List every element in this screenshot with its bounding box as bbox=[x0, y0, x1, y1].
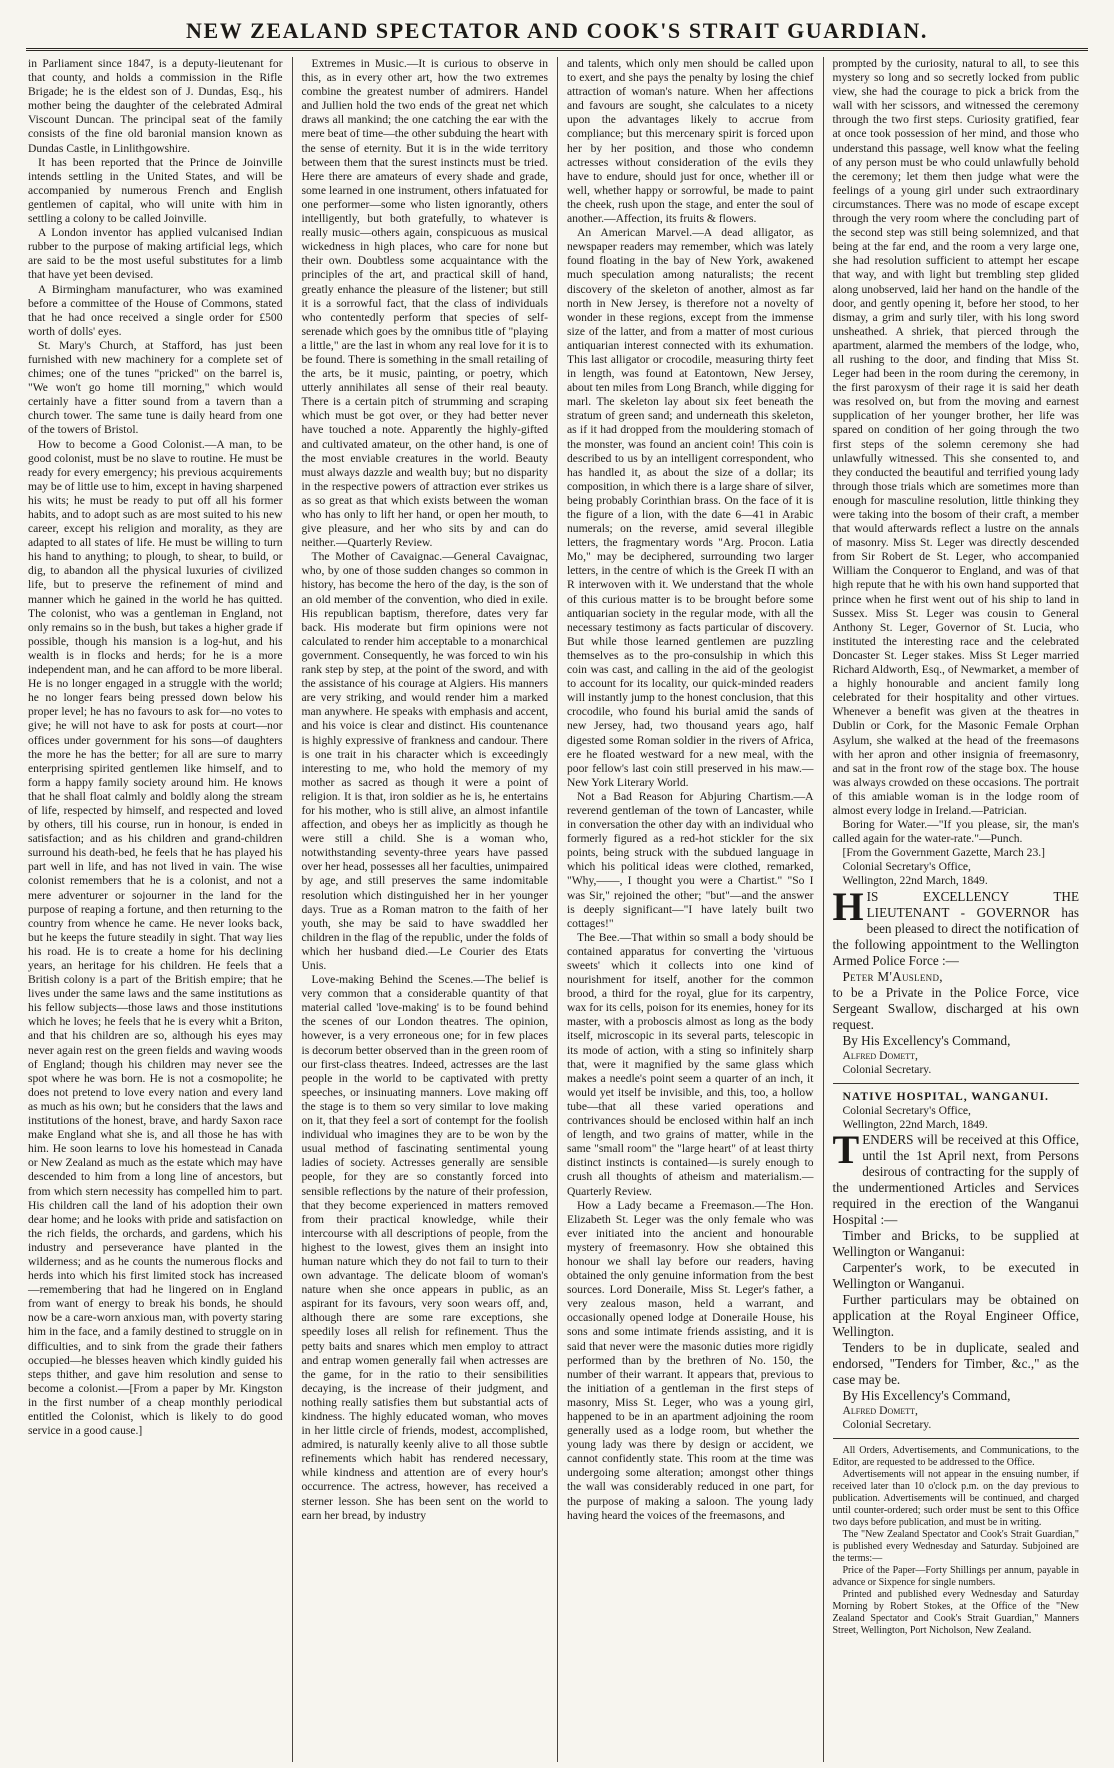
column-2 bbox=[292, 57, 558, 1762]
article-stafford-chimes: St. Mary's Church, at Stafford, has just been furnished with new machinery for a complete set of chimes; one of the tunes "pricked" on the barrel is, "We won't go home till morning," which would certainly have a fitter sound from a tavern than a church tower. The same tune is daily heard from one of the towers of Bristol. bbox=[28, 338, 283, 437]
hospital-heading: NATIVE HOSPITAL, WANGANUI. bbox=[842, 1089, 1049, 1103]
notice2-item-carpenter: Carpenter's work, to be executed in Wellington or Wanganui. bbox=[832, 1260, 1079, 1291]
notice2-item-tenders: Tenders to be in duplicate, sealed and endorsed, "Tenders for Timber, &c.," as the case may be. bbox=[832, 1340, 1079, 1387]
notice2-office: Colonial Secretary's Office, bbox=[842, 1103, 971, 1117]
column-3 bbox=[557, 57, 823, 1762]
article-dolls-eyes: A Birmingham manufacturer, who was examined before a committee of the House of Commons, stated that he had once received a single order for £500 worth of dolls' eyes. bbox=[28, 282, 283, 338]
notice1-date: Wellington, 22nd March, 1849. bbox=[842, 874, 988, 888]
columns bbox=[26, 57, 1088, 1762]
notice2-date: Wellington, 22nd March, 1849. bbox=[842, 1117, 988, 1131]
article-dundas-continued: in Parliament since 1847, is a deputy-lieutenant for that county, and holds a commission in the Rifle Brigade; he is the eldest son of J. Dundas, Esq., his mother being the daughter of the celebrated Admiral Viscount Duncan. The principal seat of the family consists of the fine old baronial mansion known as Dundas Castle, in Linlithgowshire. bbox=[28, 57, 283, 155]
dropcap-h: H bbox=[832, 883, 864, 929]
notice1-name: Peter M'Auslend, bbox=[842, 968, 943, 984]
notice1-title: Colonial Secretary. bbox=[842, 1062, 932, 1076]
notice2-item-particulars: Further particulars may be obtained on application at the Royal Engineer Office, Wellington. bbox=[832, 1292, 1079, 1339]
notice2-by-command: By His Excellency's Command, bbox=[842, 1388, 1011, 1403]
notice1-body bbox=[832, 883, 1080, 969]
dropcap-t: T bbox=[832, 1127, 860, 1172]
article-american-marvel: An American Marvel.—A dead alligator, as newspaper readers may remember, which was lately found floating in the bay of New York, awakened much speculation among naturalists; the recent discovery of the skeleton of another, almost as far north in New Jersey, is therefore not a novelty of wonder in these regions, except from the immense size of the latter, and from a matter of most curious antiquarian interest connected with its exhumation. This last alligator or crocodile, measuring thirty feet in length, was found at Eatontown, New Jersey, about ten miles from Long Branch, while digging for marl. The skeleton lay about six feet beneath the stratum of green sand; and underneath this skeleton, as if it had dropped from the mouldering stomach of the monster, was found an ancient coin! This coin is described to us by an intelligent correspondent, who has handled it, as about the size of a dollar; its composition, in which there is a large share of silver, being probably Corinthian brass. On the face of it is the figure of a lion, with the date 6—41 in Arabic numerals; on the reverse, amid several illegible letters, the fragmentary words "Arg. Procon. Latia Mo," may be deciphered, surrounding two larger letters, in the centre of which is the Greek Π with an R interwoven with it. We understand that the whole of this curious matter is to be brought before some antiquarian society in the regular mode, with all the necessary testimony as facts particular of discovery. But while those learned gentlemen are puzzling themselves as to the pro-consulship in which this coin was cast, and calling in the aid of the geologist to account for its locality, our quick-minded readers will instantly jump to the honest conclusion, that this crocodile, who found his burial amid the sands of new Jersey, had, two thousand years ago, half digested some Roman soldier in the rivers of Africa, ere he floated westward for a new meal, with the poor fellow's last coin still preserved in his maw.—New York Literary World. bbox=[567, 226, 814, 789]
article-artificial-legs: A London inventor has applied vulcanised Indian rubber to the purpose of making artificial legs, which are said to be the most useful substitutes for a limb that have yet been devised. bbox=[28, 226, 283, 282]
notice2-text: ENDERS will be received at this Office, until the 1st April next, from Persons desirous of contracting for the supply of the undermentioned Articles and Services required in the erection of the Wanganui Hospital :— bbox=[832, 1132, 1079, 1227]
masthead-rule bbox=[26, 48, 1088, 51]
notice1-text: IS EXCELLENCY THE LIEUTENANT - GOVERNOR has been pleased to direct the notification of the following appointment to the Wellington Armed Police Force :— bbox=[832, 888, 1080, 968]
column-4 bbox=[823, 57, 1089, 1762]
article-lady-freemason: How a Lady became a Freemason.—The Hon. Elizabeth St. Leger was the only female who was ever initiated into the ancient and honourable mystery of freemasonry. How she obtained this honour we shall lay before our readers, having obtained the only genuine information from the best sources. Lord Doneraile, Miss St. Leger's father, a very zealous mason, held a warrant, and occasionally opened lodge at Doneraile House, his sons and some intimate friends assisting, and it is said that never were the masonic duties more rigidly performed than by the brethren of No. 150, the number of their warrant. It appears that, previous to the initiation of a gentleman in the first steps of masonry, Miss St. Leger, who was a young girl, happened to be in an apartment adjoining the room generally used as a lodge room, but whether the young lady was there by design or accident, we cannot confidently state. This room at the time was undergoing some alteration; amongst other things the wall was considerably reduced in one part, for the purpose of making a saloon. The young lady having heard the voices of the freemasons, and bbox=[567, 1198, 814, 1522]
article-boring-for-water: Boring for Water.—"If you please, sir, the man's called again for the water-rate."—Punch. bbox=[832, 818, 1079, 846]
notice2-item-timber: Timber and Bricks, to be supplied at Wellington or Wanganui: bbox=[832, 1228, 1079, 1259]
article-lady-freemason-continued: prompted by the curiosity, natural to all, to see this mystery so long and so secretly locked from public view, she had the courage to pick a brick from the wall with her scissors, and witnessed the ceremony through the two first steps. Curiosity gratified, fear at once took possession of her mind, and those who understand this passage, well know what the feeling of any person must be who could unlawfully behold the ceremony; let them then judge what were the feelings of a young girl under such extraordinary circumstances. There was no mode of escape except through the very room where the concluding part of the second step was still being solemnized, and that being at the far end, and the room a very large one, she had resolution sufficient to attempt her escape that way, and with light but trembling step glided along unobserved, laid her hand on the handle of the door, and gently opening it, before her stood, to her dismay, a grim and surly tiler, with his long sword unsheathed. A shriek, that pierced through the apartment, alarmed the members of the lodge, who, all rushing to the door, and finding that Miss St. Leger had been in the room during the ceremony, in the first paroxysm of their rage it is said her death was resolved on, but from the moving and earnest supplication of her younger brother, her life was spared on condition of her going through the two first steps of the solemn ceremony she had unlawfully witnessed. This she consented to, and they conducted the beautiful and terrified young lady through those trials which are sometimes more than enough for masculine resolution, little thinking they were taking into the bosom of their craft, a member that would afterwards reflect a lustre on the annals of masonry. Miss St. Leger was directly descended from Sir Robert de St. Leger, who accompanied William the Conqueror to England, and was of that high repute that he with his own hand supported that prince when he first went out of his ship to land in Sussex. Miss St. Leger was cousin to General Anthony St. Leger, Governor of St. Lucia, who instituted the interesting race and the celebrated Doncaster St. Leger stakes. Miss St Leger married Richard Aldworth, Esq., of Newmarket, a member of a highly honourable and ancient family long celebrated for their hospitality and other virtues. Whenever a benefit was given at the theatres in Dublin or Cork, for the Masonic Female Orphan Asylum, she walked at the head of the freemasons with her apron and other insignia of freemasonry, and sat in the front row of the stage box. The house was always crowded on these occasions. The portrait of this amiable woman is in the lodge room of almost every lodge in Ireland.—Patrician. bbox=[832, 57, 1079, 817]
footer-orders: All Orders, Advertisements, and Communications, to the Editor, are requested to be addressed to the Office. bbox=[832, 1445, 1079, 1469]
footer-price: Price of the Paper—Forty Shillings per annum, payable in advance or Sixpence for single numbers. bbox=[832, 1565, 1079, 1589]
article-abjuring-chartism: Not a Bad Reason for Abjuring Chartism.—A reverend gentleman of the town of Lancaster, while in conversation the other day with an individual who formerly figured as a red-hot stickler for the six points, being struck with the subdued language in which his political ideas were clothed, remarked, "Why,——, I thought you were a Chartist." "So I was Sir," rejoined the other; "but"—and the answer is deeply significant—"I have lately built two cottages!" bbox=[567, 789, 814, 930]
footer-publication: The "New Zealand Spectator and Cook's Strait Guardian," is published every Wednesday and Saturday. Subjoined are the terms:— bbox=[832, 1529, 1079, 1565]
article-love-making: Love-making Behind the Scenes.—The belief is very common that a considerable quantity of that material called 'love-making' is to be found behind the scenes of our London theatres. The opinion, however, is a very erroneous one; for in few places is decorum better observed than in the green room of our first-class theatres. Indeed, actresses are the last people in the world to be captivated with pretty speeches, or insinuating manners. Love making off the stage is to them so very similar to love making on it, that they feel a sort of contempt for the foolish individual who imagines they are to be won by the usual method of fascinating sentimental young ladies of society. Actresses generally are sensible people, for they are so constantly forced into sensible reflections by the nature of their profession, that they become experienced in matters removed from their practical knowledge, while their intercourse with all descriptions of people, from the highest to the lowest, gives them an insight into human nature which they do not fail to turn to their own advantage. The delicate bloom of woman's nature when she once appears in public, as an aspirant for its favours, very soon wears off, and, although there are some rare exceptions, she speedily loses all relish for refinement. Thus the petty baits and snares which men employ to attract and entrap women generally fail when actresses are the game, for in the ratio to their sensibilities decaying, is the increase of their judgment, and nothing really satisfies them but substantial acts of kindness. The highly educated woman, who moves in her little circle of friends, modest, accomplished, admired, is naturally keenly alive to all those subtle refinements which habit has rendered necessary, while kindness and attention are of every hour's occurrence. The actress, however, has received a sterner lesson. She has been sent on the world to earn her bread, by industry bbox=[301, 973, 548, 1522]
article-joinville: It has been reported that the Prince de Joinville intends settling in the United States, and will be accompanied by numerous French and English gentlemen of capital, who will unite with him in settling a colony to be called Joinville. bbox=[28, 155, 283, 226]
masthead: NEW ZEALAND SPECTATOR AND COOK'S STRAIT GUARDIAN. bbox=[186, 18, 928, 43]
notice-separator bbox=[833, 1083, 1080, 1084]
notice1-body-b: to be a Private in the Police Force, vice Sergeant Swallow, discharged at his own request. bbox=[832, 984, 1079, 1032]
gazette-source: [From the Government Gazette, March 23.] bbox=[842, 846, 1046, 860]
notice1-by-command: By His Excellency's Command, bbox=[842, 1032, 1011, 1048]
article-good-colonist: How to become a Good Colonist.—A man, to be good colonist, must be no slave to routine. He must be ready for every emergency; his previous acquirements may be of little use to him, except in having sharpened his wits; he must be ready to put off all his former habits, and to adopt such as are most suited to his new career, except his religion and morality, as they are adapted to all states of life. He must be willing to turn his hand to anything; to plough, to shear, to build, or dig, to abandon all the physical luxuries of civilized life, but to preserve the refinement of mind and manner which he gained in the world he has quitted. The colonist, who was a gentleman in England, not only remains so in the bush, but takes a higher grade if possible, though his mansion is a log-hut, and his wealth is in flocks and herds; for he is a more independent man, and he can afford to be more liberal. He is no longer engaged in a struggle with the world; he no longer fears being pressed down below his proper level; he has no favours to ask for—no votes to give; he will not have to ask for posts at court—nor offices under government for his sons—of daughters the more he has the better; for all are sure to marry enterprising spirited gentlemen like himself, and to form a happy family society around him. He knows that he shall float calmly and boldly along the stream of life, respected by himself, and respected and loved by others, till his course, run in honour, is ended in satisfaction; and as his children and grand-children surround his death-bed, he feels that he has played his part well in life, and has not lived in vain. The wise colonist remembers that he is a colonist, and not a mere adventurer or sojourner in the land for the purpose of reaping a fortune, and then returning to the country from whence he came. He never looks back, but he keeps the future steadily in sight. That way lies his road. He is to create a home for his declining years, an heritage for his children. He feels that a British colony is a part of the British empire; that he lives under the same laws and the same institutions as his fellow subjects—those laws and those institutions which he loves; he feels that he is every whit a Briton, and that his children are so, although his eyes may never again rest on the green fields and waving woods of England; though his children may never see the spot where he was born. He is not a cosmopolite; he does not pretend to love every nation and every land as much as his own; but he considers that the laws and institutions of the honest, brave, and hardy Saxon race make England what she is, and all those he has with him. He soon learns to love his homestead in Canada or New Zealand as much as the estate which may have descended to him from a long line of ancestors, but from which stern necessity has compelled him to part. His children call the land of his adoption their own dear home; and he looks with pride and satisfaction on the rich fields, the orchards, and gardens, which his industry and perseverance have planted in the wilderness; and as he counts the numerous flocks and herds into which his first limited stock has increased—remembering that had he lingered on in England from want of energy to break his bonds, he should now be a care-worn anxious man, with poverty staring him in the face, and a family destined to struggle on in difficulties, and to sink from the grade their fathers occupied—he blesses heaven which kindly guided his steps thither, and gave him resolution and sense to become a colonist.—[From a paper by Mr. Kingston in the first number of a cheap monthly periodical entitled the Colonist, which is likely to do good service in a good cause.] bbox=[28, 437, 283, 1438]
notice1-office: Colonial Secretary's Office, bbox=[842, 860, 971, 874]
article-mother-of-cavaignac: The Mother of Cavaignac.—General Cavaignac, who, by one of those sudden changes so common in history, has become the hero of the day, is the son of an old member of the convention, who died in exile. His republican baptism, therefore, dates very far back. His moderate but firm opinions were not calculated to render him acceptable to a monarchical government. Consequently, he was forced to win his rank step by step, at the point of the sword, and with the assistance of his courage at Algiers. His manners are very striking, and would render him a marked man anywhere. He speaks with emphasis and accent, and his voice is clear and distinct. His countenance is highly expressive of frankness and candour. There is one trait in his character which is exceedingly interesting to me, who hold the memory of my mother as sacred as though it were a point of religion. It is that, iron soldier as he is, he entertains for his mother, who is still alive, an almost infantile affection, and obeys her as implicitly as though he were still a child. She is a woman who, notwithstanding seventy-three years have passed over her head, possesses all her faculties, unimpaired by age, and still preserves the same indomitable resolution which distinguished her in her younger days. True as a Roman matron to the faith of her youth, she may be said to have swaddled her children in the flag of the republic, under the folds of which her husband died.—Le Courier des Etats Unis. bbox=[301, 550, 548, 972]
footer-printer: Printed and published every Wednesday and Saturday Morning by Robert Stokes, at the Office of the "New Zealand Spectator and Cook's Strait Guardian," Manners Street, Wellington, Port Nicholson, New Zealand. bbox=[832, 1589, 1079, 1637]
footer-separator bbox=[833, 1438, 1080, 1439]
notice2-body bbox=[832, 1127, 1080, 1228]
article-love-making-continued: and talents, which only men should be called upon to exert, and she pays the penalty by losing the chief attraction of woman's nature. When her affections and favours are sought, she calculates to a nicety upon the advantages likely to accrue from compliance; but this mercenary spirit is forced upon her by her position, and those who condemn actresses without consideration of the evils they have to endure, should just for once, whether ill or well, whether happy or sorrowful, be made to paint the cheek, rush upon the stage, and enter the soul of another.—Affection, its fruits & flowers. bbox=[567, 57, 814, 226]
article-the-bee: The Bee.—That within so small a body should be contained apparatus for converting the 'virtuous sweets' which it collects into one kind of nourishment for itself, another for the common brood, a third for the royal, glue for its carpentry, wax for its cells, poison for its enemies, honey for its master, with a proboscis almost as long as the body itself, microscopic in its several parts, telescopic in its mode of action, with a sting so infinitely sharp that, were it magnified by the same glass which makes a needle's point seem a quarter of an inch, it would yet itself be invisible, and this, too, a hollow tube—that all these varied operations and contrivances should be enclosed within half an inch of length, and two grains of matter, while in the same "small room" the "large heart" of at least thirty distinct instincts is contained—is surely enough to crush all thoughts of atheism and materialism.—Quarterly Review. bbox=[567, 930, 814, 1198]
footer-advertisements: Advertisements will not appear in the ensuing number, if received later than 10 o'clock p.m. on the day previous to publication. Advertisements will be continued, and charged until counter-ordered; such order must be sent to this Office two days before publication, and must be in writing. bbox=[832, 1469, 1079, 1529]
article-extremes-in-music: Extremes in Music.—It is curious to observe in this, as in every other art, how the two extremes combine the greatest number of admirers. Handel and Jullien hold the two ends of the great net which draws all mankind; the one catching the ear with the mere beat of time—the other subduing the heart with the sense of eternity. But it is in the wide territory between them that the surest instincts must be tried. Here there are amateurs of every shade and grade, some learned in one instrument, others infatuated for one performer—some who listen ignorantly, others intelligently, but both gratefully, to whatever is really music—others again, conspicuous as musical wickedness in high places, who care for none but their own. Doubtless some acquaintance with the principles of the art, and practical skill of hand, greatly enhance the pleasure of the listener; but still it is a sorrowful fact, that the class of individuals who contentedly perform that species of self-serenade which goes by the omnibus title of "playing a little," are the last in whom any real love for it is to be found. There is something in the small retailing of the arts, be it music, painting, or poetry, which utterly annihilates all sense of their real beauty. There is a certain pitch of strumming and scraping which must be got over, or they had better never have touched a note. Apparently the highly-gifted and cultivated amateur, on the other hand, is one of the most enviable creatures in the world. Beauty must always dazzle and wealth buy; but no disparity in the respective powers of attraction ever strikes us as so great as that which exists between the woman who has only to lift her hand, or open her mouth, to give pleasure, and her who sits by and can do neither.—Quarterly Review. bbox=[301, 57, 548, 550]
notice2-title: Colonial Secretary. bbox=[842, 1418, 932, 1432]
column-1 bbox=[26, 57, 292, 1762]
notice2-signer: Alfred Domett, bbox=[842, 1404, 918, 1417]
notice1-signer: Alfred Domett, bbox=[842, 1048, 918, 1062]
